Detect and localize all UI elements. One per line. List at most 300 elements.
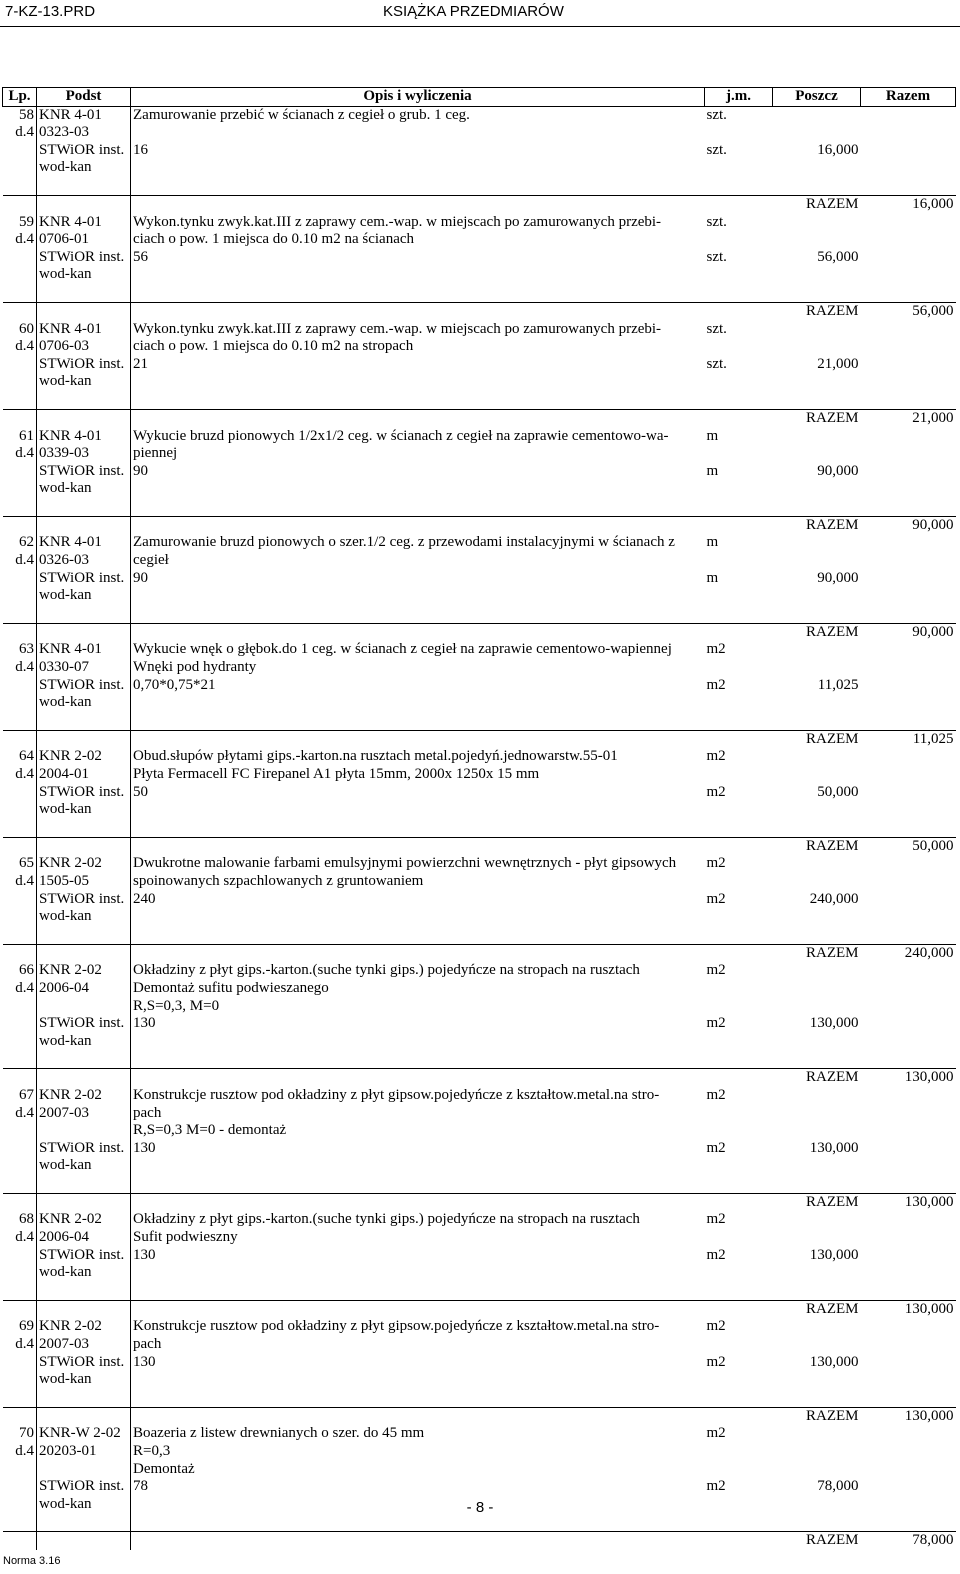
spacer-cell bbox=[131, 1532, 705, 1550]
entry-number-cell: 65 bbox=[19, 855, 34, 872]
entry-number-cell: d.4 bbox=[15, 872, 34, 889]
spacer-row bbox=[3, 1513, 956, 1532]
description-cell: ciach o pow. 1 miejsca do 0.10 m2 na stropach bbox=[133, 338, 414, 355]
razem-label: RAZEM bbox=[773, 1407, 861, 1425]
total-cell bbox=[861, 659, 956, 677]
total-cell bbox=[861, 1015, 956, 1033]
table-row bbox=[3, 124, 956, 142]
spacer-cell bbox=[37, 516, 131, 534]
table-row bbox=[3, 1461, 956, 1479]
description-cell: Wykon.tynku zwyk.kat.III z zaprawy cem.-wap. w miejscach po zamurowanych przebi- bbox=[133, 213, 662, 230]
unit-cell: m2 bbox=[706, 1246, 726, 1263]
spacer-cell bbox=[131, 195, 705, 213]
unit-cell: m bbox=[706, 462, 719, 479]
entry-number-cell: d.4 bbox=[15, 659, 34, 676]
entry-number-cell bbox=[3, 249, 37, 267]
total-cell bbox=[861, 891, 956, 909]
spacer-cell bbox=[37, 944, 131, 962]
entry-number-cell: d.4 bbox=[15, 1336, 34, 1353]
razem-label: RAZEM bbox=[773, 1300, 861, 1318]
razem-value: 16,000 bbox=[861, 195, 956, 213]
spacer-cell bbox=[131, 284, 705, 303]
total-cell bbox=[861, 231, 956, 249]
spacer-cell bbox=[37, 409, 131, 427]
spacer-cell bbox=[3, 944, 37, 962]
spacer-cell bbox=[131, 409, 705, 427]
unit-cell: szt. bbox=[706, 248, 727, 265]
table-row bbox=[3, 694, 956, 712]
entry-number-cell: 61 bbox=[19, 427, 34, 444]
entry-number-cell: 66 bbox=[19, 962, 34, 979]
total-cell bbox=[861, 1461, 956, 1479]
col-header-podst: Podst bbox=[37, 88, 131, 107]
basis-cell: KNR 2-02 bbox=[37, 1211, 131, 1229]
total-cell bbox=[861, 1157, 956, 1175]
spacer-cell bbox=[3, 498, 37, 517]
spacer-cell bbox=[131, 1069, 705, 1087]
spacer-cell bbox=[773, 177, 861, 196]
unit-cell bbox=[705, 445, 773, 463]
basis-cell: wod-kan bbox=[37, 801, 131, 819]
entry-number-cell: 59 bbox=[19, 213, 34, 230]
table-row bbox=[3, 1157, 956, 1175]
total-cell bbox=[861, 570, 956, 588]
spacer-cell bbox=[861, 712, 956, 731]
total-cell bbox=[861, 1122, 956, 1140]
total-cell bbox=[861, 1425, 956, 1443]
partial-quantity-cell bbox=[773, 1122, 861, 1140]
unit-cell: m2 bbox=[706, 641, 726, 658]
spacer-cell bbox=[37, 1050, 131, 1069]
table-row bbox=[3, 142, 956, 160]
razem-row bbox=[3, 516, 956, 534]
partial-quantity-cell bbox=[773, 1371, 861, 1389]
total-cell bbox=[861, 356, 956, 374]
total-cell bbox=[861, 142, 956, 160]
basis-cell: KNR-W 2-02 bbox=[37, 1425, 131, 1443]
total-cell bbox=[861, 124, 956, 142]
spacer-cell bbox=[773, 391, 861, 410]
razem-row bbox=[3, 1300, 956, 1318]
total-cell bbox=[861, 1443, 956, 1461]
razem-value: 11,025 bbox=[861, 730, 956, 748]
description-cell: spoinowanych szpachlowanych z gruntowaniem bbox=[133, 872, 424, 889]
unit-cell: m2 bbox=[706, 1211, 726, 1228]
description-cell bbox=[131, 801, 705, 819]
basis-cell: 2007-03 bbox=[37, 1336, 131, 1354]
spacer-cell bbox=[861, 1389, 956, 1408]
table-row bbox=[3, 1140, 956, 1158]
unit-cell bbox=[705, 1157, 773, 1175]
razem-label: RAZEM bbox=[773, 1193, 861, 1211]
spacer-cell bbox=[37, 926, 131, 945]
spacer-cell bbox=[37, 302, 131, 320]
basis-cell: STWiOR inst. bbox=[37, 249, 131, 267]
basis-cell: wod-kan bbox=[37, 1157, 131, 1175]
basis-cell bbox=[37, 1461, 131, 1479]
spacer-cell bbox=[37, 623, 131, 641]
basis-cell: wod-kan bbox=[37, 1371, 131, 1389]
table-row bbox=[3, 1264, 956, 1282]
total-cell bbox=[861, 873, 956, 891]
spacer-row bbox=[3, 284, 956, 303]
spacer-row bbox=[3, 1050, 956, 1069]
entry-number-cell: 69 bbox=[19, 1318, 34, 1335]
total-cell bbox=[861, 249, 956, 267]
partial-quantity-cell bbox=[773, 998, 861, 1016]
description-cell bbox=[131, 480, 705, 498]
basis-cell: wod-kan bbox=[37, 1496, 131, 1514]
unit-cell bbox=[705, 266, 773, 284]
razem-label: RAZEM bbox=[773, 1069, 861, 1087]
total-cell bbox=[861, 428, 956, 446]
unit-cell: m2 bbox=[706, 676, 726, 693]
table-row bbox=[3, 908, 956, 926]
description-cell: 90 bbox=[133, 569, 148, 586]
entry-number-cell bbox=[3, 1140, 37, 1158]
total-cell bbox=[861, 1033, 956, 1051]
spacer-cell bbox=[705, 391, 773, 410]
entry-number-cell bbox=[3, 1371, 37, 1389]
entry-number-cell: d.4 bbox=[15, 766, 34, 782]
spacer-cell bbox=[861, 391, 956, 410]
spacer-cell bbox=[773, 1282, 861, 1301]
spacer-cell bbox=[705, 409, 773, 427]
basis-cell: STWiOR inst. bbox=[37, 142, 131, 160]
spacer-cell bbox=[861, 1513, 956, 1532]
total-cell bbox=[861, 106, 956, 124]
unit-cell: m2 bbox=[706, 1015, 726, 1032]
table-row bbox=[3, 266, 956, 284]
spacer-cell bbox=[131, 516, 705, 534]
razem-row bbox=[3, 837, 956, 855]
unit-cell bbox=[705, 552, 773, 570]
spacer-cell bbox=[131, 177, 705, 196]
col-header-opis: Opis i wyliczenia bbox=[131, 88, 705, 107]
basis-cell: STWiOR inst. bbox=[37, 677, 131, 695]
razem-value: 56,000 bbox=[861, 302, 956, 320]
razem-label: RAZEM bbox=[773, 1532, 861, 1550]
basis-cell: KNR 2-02 bbox=[37, 1087, 131, 1105]
unit-cell bbox=[705, 1371, 773, 1389]
unit-cell: m2 bbox=[706, 1478, 726, 1495]
spacer-cell bbox=[37, 177, 131, 196]
partial-quantity-cell bbox=[773, 659, 861, 677]
total-cell bbox=[861, 1087, 956, 1105]
spacer-cell bbox=[705, 1532, 773, 1550]
spacer-cell bbox=[3, 516, 37, 534]
spacer-cell bbox=[773, 1513, 861, 1532]
description-cell: Wykon.tynku zwyk.kat.III z zaprawy cem.-wap. w miejscach po zamurowanych przebi- bbox=[133, 320, 662, 337]
description-cell bbox=[131, 1264, 705, 1282]
table-body bbox=[3, 106, 956, 1550]
basis-cell: 20203-01 bbox=[37, 1443, 131, 1461]
partial-quantity-cell: 130,000 bbox=[809, 1353, 859, 1370]
basis-cell: STWiOR inst. bbox=[37, 784, 131, 802]
spacer-cell bbox=[37, 730, 131, 748]
basis-cell: KNR 4-01 bbox=[37, 534, 131, 552]
partial-quantity-cell bbox=[773, 214, 861, 232]
basis-cell: 1505-05 bbox=[37, 873, 131, 891]
total-cell bbox=[861, 641, 956, 659]
unit-cell bbox=[705, 231, 773, 249]
unit-cell bbox=[705, 124, 773, 142]
description-cell bbox=[131, 1033, 705, 1051]
partial-quantity-cell bbox=[773, 266, 861, 284]
description-cell: 130 bbox=[133, 1246, 156, 1263]
total-cell bbox=[861, 1247, 956, 1265]
basis-cell: wod-kan bbox=[37, 1264, 131, 1282]
partial-quantity-cell bbox=[773, 1105, 861, 1123]
unit-cell bbox=[705, 338, 773, 356]
unit-cell bbox=[705, 1229, 773, 1247]
entry-number-cell bbox=[3, 373, 37, 391]
table-row bbox=[3, 1354, 956, 1372]
total-cell bbox=[861, 1140, 956, 1158]
basis-cell: wod-kan bbox=[37, 480, 131, 498]
unit-cell bbox=[705, 587, 773, 605]
razem-label: RAZEM bbox=[773, 623, 861, 641]
entry-number-cell bbox=[3, 1015, 37, 1033]
table-row bbox=[3, 214, 956, 232]
spacer-cell bbox=[37, 284, 131, 303]
col-header-jm: j.m. bbox=[705, 88, 773, 107]
spacer-cell bbox=[773, 712, 861, 731]
spacer-cell bbox=[705, 1193, 773, 1211]
entry-number-cell bbox=[3, 1354, 37, 1372]
partial-quantity-cell bbox=[773, 1336, 861, 1354]
spacer-cell bbox=[705, 926, 773, 945]
unit-cell bbox=[705, 908, 773, 926]
unit-cell bbox=[705, 766, 773, 784]
description-cell: cegieł bbox=[133, 552, 169, 569]
total-cell bbox=[861, 855, 956, 873]
spacer-row bbox=[3, 819, 956, 838]
spacer-cell bbox=[705, 1389, 773, 1408]
total-cell bbox=[861, 1478, 956, 1496]
partial-quantity-cell: 16,000 bbox=[817, 141, 859, 158]
table-row bbox=[3, 1371, 956, 1389]
total-cell bbox=[861, 1371, 956, 1389]
entry-number-cell: d.4 bbox=[15, 552, 34, 569]
razem-label: RAZEM bbox=[773, 730, 861, 748]
entry-number-cell: 60 bbox=[19, 320, 34, 337]
spacer-cell bbox=[3, 819, 37, 838]
document-title: KSIĄŻKA PRZEDMIARÓW bbox=[383, 3, 564, 20]
spacer-cell bbox=[861, 1175, 956, 1194]
spacer-cell bbox=[705, 944, 773, 962]
unit-cell: szt. bbox=[706, 355, 727, 372]
table-row bbox=[3, 1087, 956, 1105]
entry-number-cell bbox=[3, 356, 37, 374]
spacer-row bbox=[3, 498, 956, 517]
spacer-cell bbox=[3, 1282, 37, 1301]
table-row bbox=[3, 463, 956, 481]
entry-number-cell: d.4 bbox=[15, 1104, 34, 1121]
entry-number-cell: d.4 bbox=[15, 1229, 34, 1246]
partial-quantity-cell: 130,000 bbox=[809, 1015, 859, 1032]
unit-cell: m2 bbox=[706, 1086, 726, 1103]
table-row bbox=[3, 1033, 956, 1051]
unit-cell bbox=[705, 159, 773, 177]
description-cell: Okładziny z płyt gips.-karton.(suche tynki gips.) pojedyńcze na stropach na rusztach bbox=[133, 962, 640, 979]
unit-cell bbox=[705, 373, 773, 391]
partial-quantity-cell bbox=[773, 748, 861, 766]
unit-cell bbox=[705, 480, 773, 498]
partial-quantity-cell: 11,025 bbox=[817, 676, 859, 693]
partial-quantity-cell bbox=[773, 641, 861, 659]
entry-number-cell bbox=[3, 463, 37, 481]
unit-cell bbox=[705, 1264, 773, 1282]
partial-quantity-cell: 90,000 bbox=[817, 462, 859, 479]
entry-number-cell bbox=[3, 998, 37, 1016]
partial-quantity-cell bbox=[773, 962, 861, 980]
entry-number-cell bbox=[3, 266, 37, 284]
table-row bbox=[3, 641, 956, 659]
total-cell bbox=[861, 321, 956, 339]
partial-quantity-cell bbox=[773, 445, 861, 463]
unit-cell bbox=[705, 1443, 773, 1461]
header-divider bbox=[0, 26, 960, 27]
table-row bbox=[3, 373, 956, 391]
spacer-cell bbox=[705, 1050, 773, 1069]
table-row bbox=[3, 677, 956, 695]
spacer-cell bbox=[3, 1532, 37, 1550]
total-cell bbox=[861, 373, 956, 391]
table-row bbox=[3, 1122, 956, 1140]
spacer-cell bbox=[3, 926, 37, 945]
spacer-cell bbox=[773, 1175, 861, 1194]
entry-number-cell bbox=[3, 694, 37, 712]
unit-cell: m2 bbox=[706, 962, 726, 979]
partial-quantity-cell bbox=[773, 908, 861, 926]
spacer-cell bbox=[131, 712, 705, 731]
basis-cell: 0323-03 bbox=[37, 124, 131, 142]
spacer-cell bbox=[705, 195, 773, 213]
spacer-cell bbox=[705, 1513, 773, 1532]
table-row bbox=[3, 587, 956, 605]
table-row bbox=[3, 659, 956, 677]
entry-number-cell bbox=[3, 480, 37, 498]
table-row bbox=[3, 428, 956, 446]
unit-cell: szt. bbox=[706, 141, 727, 158]
razem-row bbox=[3, 409, 956, 427]
table-row bbox=[3, 480, 956, 498]
partial-quantity-cell bbox=[773, 373, 861, 391]
basis-cell: STWiOR inst. bbox=[37, 570, 131, 588]
razem-row bbox=[3, 195, 956, 213]
spacer-cell bbox=[131, 1282, 705, 1301]
razem-row bbox=[3, 1069, 956, 1087]
basis-cell: STWiOR inst. bbox=[37, 891, 131, 909]
spacer-cell bbox=[3, 177, 37, 196]
razem-row bbox=[3, 1407, 956, 1425]
entry-number-cell bbox=[3, 1122, 37, 1140]
basis-cell: wod-kan bbox=[37, 1033, 131, 1051]
spacer-cell bbox=[3, 837, 37, 855]
total-cell bbox=[861, 1318, 956, 1336]
description-cell: Demontaż sufitu podwieszanego bbox=[133, 979, 329, 996]
entry-number-cell: 63 bbox=[19, 641, 34, 658]
partial-quantity-cell bbox=[773, 1461, 861, 1479]
razem-label: RAZEM bbox=[773, 195, 861, 213]
partial-quantity-cell: 78,000 bbox=[817, 1478, 859, 1495]
unit-cell: m2 bbox=[706, 1318, 726, 1335]
description-cell: pach bbox=[133, 1104, 162, 1121]
table-row bbox=[3, 106, 956, 124]
partial-quantity-cell bbox=[773, 534, 861, 552]
spacer-cell bbox=[131, 1193, 705, 1211]
spacer-row bbox=[3, 1389, 956, 1408]
unit-cell: szt. bbox=[706, 320, 727, 337]
table-row bbox=[3, 159, 956, 177]
spacer-cell bbox=[131, 1300, 705, 1318]
partial-quantity-cell bbox=[773, 552, 861, 570]
razem-value: 90,000 bbox=[861, 516, 956, 534]
spacer-cell bbox=[131, 730, 705, 748]
total-cell bbox=[861, 998, 956, 1016]
razem-value: 130,000 bbox=[861, 1193, 956, 1211]
unit-cell: m2 bbox=[706, 890, 726, 907]
partial-quantity-cell bbox=[773, 480, 861, 498]
description-cell bbox=[131, 159, 705, 177]
col-header-razem: Razem bbox=[861, 88, 956, 107]
basis-cell: 0326-03 bbox=[37, 552, 131, 570]
razem-label: RAZEM bbox=[773, 516, 861, 534]
description-cell bbox=[131, 694, 705, 712]
total-cell bbox=[861, 962, 956, 980]
unit-cell bbox=[705, 1461, 773, 1479]
spacer-cell bbox=[705, 605, 773, 624]
description-cell: 130 bbox=[133, 1015, 156, 1032]
unit-cell bbox=[705, 998, 773, 1016]
entry-number-cell bbox=[3, 1157, 37, 1175]
spacer-cell bbox=[37, 1513, 131, 1532]
spacer-cell bbox=[705, 1282, 773, 1301]
description-cell: Obud.słupów płytami gips.-karton.na rusztach metal.pojedyń.jednowarstw.55-01 bbox=[133, 748, 618, 765]
description-cell: 90 bbox=[133, 462, 148, 479]
total-cell bbox=[861, 587, 956, 605]
entry-number-cell: 70 bbox=[19, 1425, 34, 1442]
partial-quantity-cell bbox=[773, 231, 861, 249]
partial-quantity-cell: 130,000 bbox=[809, 1139, 859, 1156]
basis-cell: KNR 2-02 bbox=[37, 855, 131, 873]
entry-number-cell: 64 bbox=[19, 748, 34, 765]
total-cell bbox=[861, 480, 956, 498]
total-cell bbox=[861, 694, 956, 712]
basis-cell: 2007-03 bbox=[37, 1105, 131, 1123]
table-row bbox=[3, 1443, 956, 1461]
description-cell: 56 bbox=[133, 248, 148, 265]
partial-quantity-cell bbox=[773, 694, 861, 712]
description-cell: Wykucie bruzd pionowych 1/2x1/2 ceg. w ścianach z cegieł na zaprawie cementowo-wa- bbox=[133, 427, 669, 444]
spacer-cell bbox=[705, 837, 773, 855]
table-row bbox=[3, 855, 956, 873]
description-cell: Konstrukcje rusztow pod okładziny z płyt gipsow.pojedyńcze z kształtow.metal.na stro- bbox=[133, 1318, 660, 1335]
spacer-cell bbox=[3, 623, 37, 641]
basis-cell: KNR 2-02 bbox=[37, 1318, 131, 1336]
description-cell: 78 bbox=[133, 1478, 148, 1495]
basis-cell bbox=[37, 998, 131, 1016]
spacer-cell bbox=[3, 712, 37, 731]
total-cell bbox=[861, 1229, 956, 1247]
table-row bbox=[3, 998, 956, 1016]
description-cell bbox=[131, 373, 705, 391]
spacer-cell bbox=[3, 1407, 37, 1425]
description-cell: pach bbox=[133, 1336, 162, 1353]
spacer-cell bbox=[131, 605, 705, 624]
unit-cell: m2 bbox=[706, 1425, 726, 1442]
